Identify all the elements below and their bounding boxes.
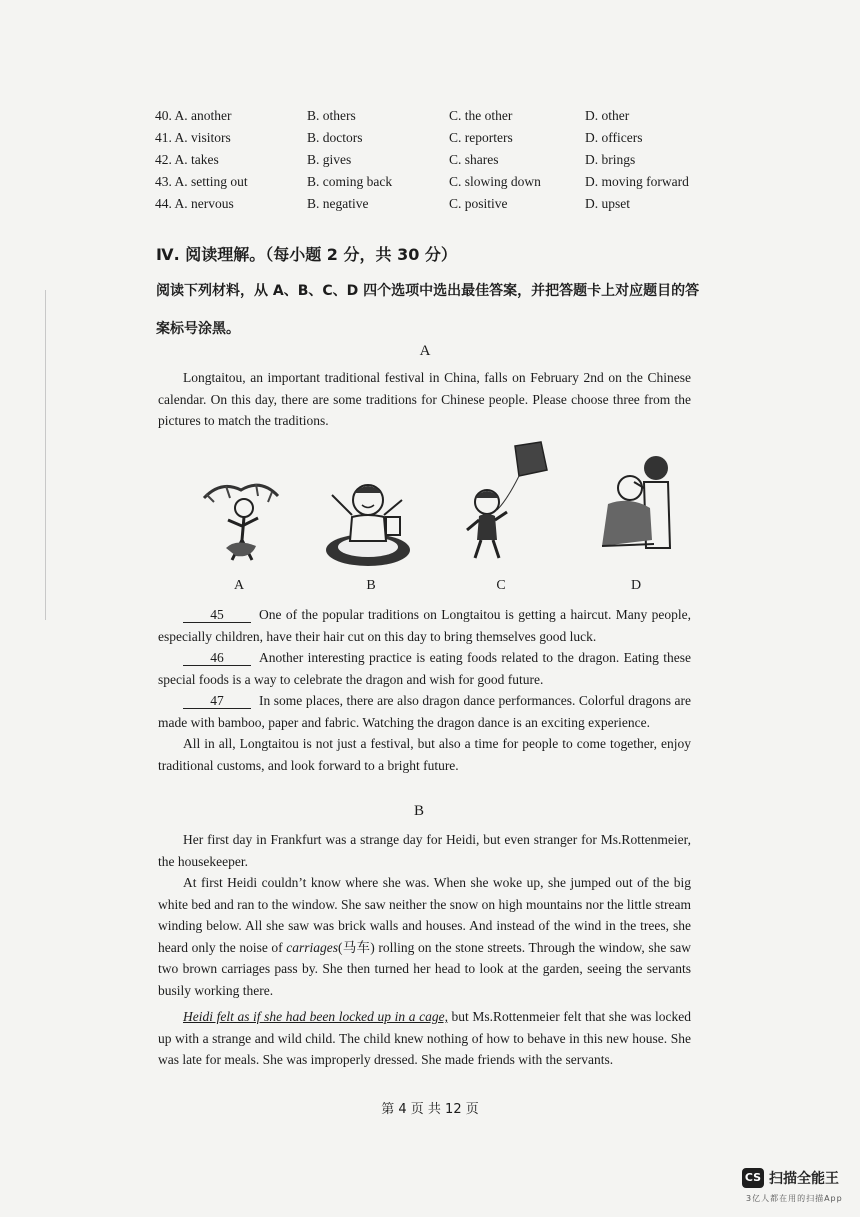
option-c: C. the other: [449, 108, 513, 123]
page-footer: 第 4 页 共 12 页: [381, 1102, 479, 1117]
option-a: 42. A. takes: [155, 152, 219, 167]
option-a: 43. A. setting out: [155, 174, 248, 189]
option-d: D. upset: [585, 196, 630, 211]
eating-dragon-food-illustration: [322, 465, 414, 570]
option-row-41: [0, 130, 860, 152]
picture-label-c: C: [496, 578, 506, 593]
answer-blank-47[interactable]: 47: [183, 693, 251, 709]
getting-haircut-illustration: [594, 448, 686, 560]
section-title: Ⅳ. 阅读理解。（每小题 2 分，共 30 分）: [156, 245, 457, 264]
paragraph-3-text: but Ms.Rottenmeier felt that she was locked up with a strange and wild child. The child knew nothing of how to behave in this new house. She was late for meals. She was improperly dressed. She made friends with the servants.: [158, 1009, 691, 1067]
option-d: D. moving forward: [585, 174, 689, 189]
paragraph-2-text: At first Heidi couldn’t know where she was. When she woke up, she jumped out of the big white bed and ran to the window. She saw neither the snow on high mountains nor the little stream winding below. All she saw was brick walls and houses. And instead of the wind in the trees, she heard only the noise of: [158, 875, 691, 955]
option-a: 41. A. visitors: [155, 130, 231, 145]
option-b: B. others: [307, 108, 356, 123]
passage-b-paragraph-3: [158, 1006, 691, 1071]
option-a: 44. A. nervous: [155, 196, 234, 211]
question-47: [158, 690, 691, 733]
passage-a-intro: Longtaitou, an important traditional festival in China, falls on February 2nd on the Chinese calendar. On this day, there are some traditions for Chinese people. Please choose three from the pictures to match the traditions.: [158, 370, 691, 428]
question-45: [158, 604, 691, 647]
section-instruction: 阅读下列材料，从 A、B、C、D 四个选项中选出最佳答案，并把答题卡上对应题目的答案标号涂黑。: [156, 283, 700, 337]
option-row-40: [0, 108, 860, 130]
paragraph-2-text-cont: (马车) rolling on the stone streets. Through the window, she saw two brown carriages pass by. She then turned her head to look at the garden, seeing the servants busily working there.: [158, 939, 691, 998]
picture-label-b: B: [366, 578, 376, 593]
option-c: C. shares: [449, 152, 499, 167]
option-c: C. slowing down: [449, 174, 541, 189]
dragon-dance-illustration: [196, 468, 286, 568]
question-47-text: In some places, there are also dragon dance performances. Colorful dragons are made with bamboo, paper and fabric. Watching the dragon dance is an exciting experience.: [158, 693, 691, 730]
option-b: B. negative: [307, 196, 369, 211]
option-c: C. positive: [449, 196, 508, 211]
passage-a-letter: A: [419, 343, 431, 359]
option-d: D. other: [585, 108, 630, 123]
flying-kite-illustration: [457, 440, 557, 568]
passage-a-conclusion: All in all, Longtaitou is not just a festival, but also a time for people to come together, enjoy traditional customs, and look forward to a bright future.: [158, 736, 691, 773]
camscanner-tagline: 3亿人都在用的扫描App: [746, 1194, 843, 1203]
option-c: C. reporters: [449, 130, 513, 145]
passage-b-letter: B: [413, 803, 424, 819]
question-45-text: One of the popular traditions on Longtaitou is getting a haircut. Many people, especially children, have their hair cut on this day to bring themselves good luck.: [158, 607, 691, 644]
option-row-42: [0, 152, 860, 174]
option-d: D. officers: [585, 130, 643, 145]
italic-word: carriages: [286, 939, 339, 955]
option-b: B. gives: [307, 152, 352, 167]
question-46-text: Another interesting practice is eating foods related to the dragon. Eating these special foods is a way to celebrate the dragon and wish for good future.: [158, 650, 691, 687]
picture-label-a: A: [233, 578, 245, 593]
option-row-44: [0, 196, 860, 218]
option-b: B. doctors: [307, 130, 363, 145]
option-d: D. brings: [585, 152, 636, 167]
passage-b-paragraph-1: Her first day in Frankfurt was a strange day for Heidi, but even stranger for Ms.Rottenmeier, the housekeeper.: [158, 832, 691, 869]
picture-label-d: D: [630, 578, 642, 593]
option-b: B. coming back: [307, 174, 393, 189]
passage-b-paragraph-2: [158, 872, 691, 1001]
question-46: [158, 647, 691, 690]
answer-blank-46[interactable]: 46: [183, 650, 251, 666]
option-a: 40. A. another: [155, 108, 232, 123]
scan-margin-line: [45, 290, 46, 620]
option-row-43: [0, 174, 860, 196]
camscanner-name: 扫描全能王: [769, 1171, 839, 1187]
underlined-sentence: Heidi felt as if she had been locked up in a cage,: [183, 1009, 448, 1024]
answer-blank-45[interactable]: 45: [183, 607, 251, 623]
camscanner-logo-icon: CS: [742, 1168, 764, 1188]
